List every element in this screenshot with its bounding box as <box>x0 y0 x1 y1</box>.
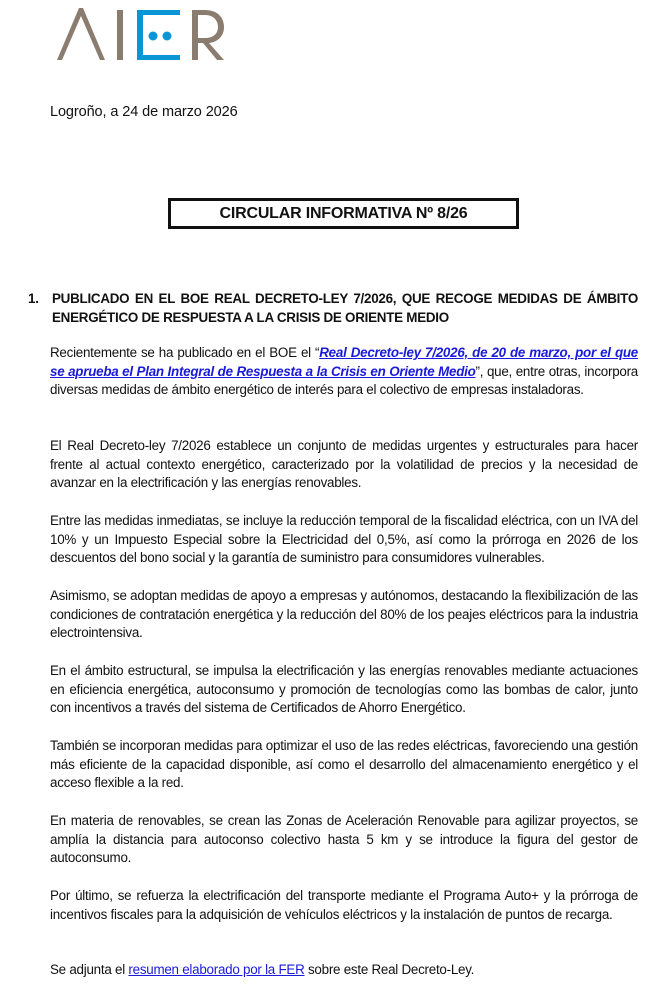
paragraph-intro-after: ”, que, entre otras, incorpora diversas medidas de ámbito energético de interés para el colectivo de empresas instaladoras. <box>50 363 638 398</box>
section-heading-text: PUBLICADO EN EL BOE REAL DECRETO-LEY 7/2026, QUE RECOGE MEDIDAS DE ÁMBITO ENERGÉTICO DE RESPUESTA A LA CRISIS DE ORIENTE MEDIO <box>52 291 638 325</box>
aier-logo <box>57 8 227 62</box>
paragraph-8: Por último, se refuerza la electrificación del transporte mediante el Programa Auto+ y la prórroga de incentivos fiscales para la adquisición de vehículos eléctricos y la instalación de puntos de recarga. <box>50 888 638 922</box>
fer-summary-link[interactable]: resumen elaborado por la FER <box>128 962 305 977</box>
paragraph-2: El Real Decreto-ley 7/2026 establece un conjunto de medidas urgentes y estructurales para hacer frente al actual contexto energético, caracterizado por la volatilidad de precios y la necesidad de avanzar en la electrificación y las energías renovables. <box>50 438 638 491</box>
boe-decree-link[interactable]: Real Decreto-ley 7/2026, de 20 de marzo, por el que se aprueba el Plan Integral de Respuesta a la Crisis en Oriente Medio <box>50 345 639 379</box>
paragraph-attachment <box>50 961 638 980</box>
paragraph-attachment-after: sobre este Real Decreto-Ley. <box>304 962 475 977</box>
paragraph-7: En materia de renovables, se crean las Zonas de Aceleración Renovable para agilizar proyectos, se amplía la distancia para autoconso colectivo hasta 5 km y se introduce la figura del gestor de autoconsumo. <box>50 813 638 866</box>
paragraph-attachment-before: Se adjunta el <box>50 962 129 977</box>
paragraph-intro-before: Recientemente se ha publicado en el BOE el “ <box>50 345 320 360</box>
paragraph-4: Asimismo, se adoptan medidas de apoyo a empresas y autónomos, destacando la flexibilización de las condiciones de contratación energética y la reducción del 80% de los peajes eléctricos para la industria electrointensiva. <box>50 588 638 641</box>
paragraph-3: Entre las medidas inmediatas, se incluye la reducción temporal de la fiscalidad eléctrica, con un IVA del 10% y un Impuesto Especial sobre la Electricidad del 0,5%, así como la prórroga en 2026 de los descuentos del bono social y la garantía de suministro para consumidores vulnerables. <box>50 513 638 566</box>
paragraph-6: También se incorporan medidas para optimizar el uso de las redes eléctricas, favoreciendo una gestión más eficiente de la capacidad disponible, así como el desarrollo del almacenamiento energético y el acceso flexible a la red. <box>50 738 638 791</box>
aier-logo-icon <box>57 8 227 62</box>
section-number: 1. <box>28 291 39 306</box>
section-1 <box>28 290 638 327</box>
circular-title: CIRCULAR INFORMATIVA Nº 8/26 <box>219 204 468 222</box>
paragraph-5: En el ámbito estructural, se impulsa la electrificación y las energías renovables mediante actuaciones en eficiencia energética, autoconsumo y promoción de tecnologías como las bombas de calor, junto con incentivos a través del sistema de Certificados de Ahorro Energético. <box>50 663 638 716</box>
section-heading <box>28 290 638 327</box>
circular-title-box <box>168 198 519 229</box>
paragraph-intro <box>50 344 638 400</box>
date-line: Logroño, a 24 de marzo 2026 <box>50 104 238 120</box>
